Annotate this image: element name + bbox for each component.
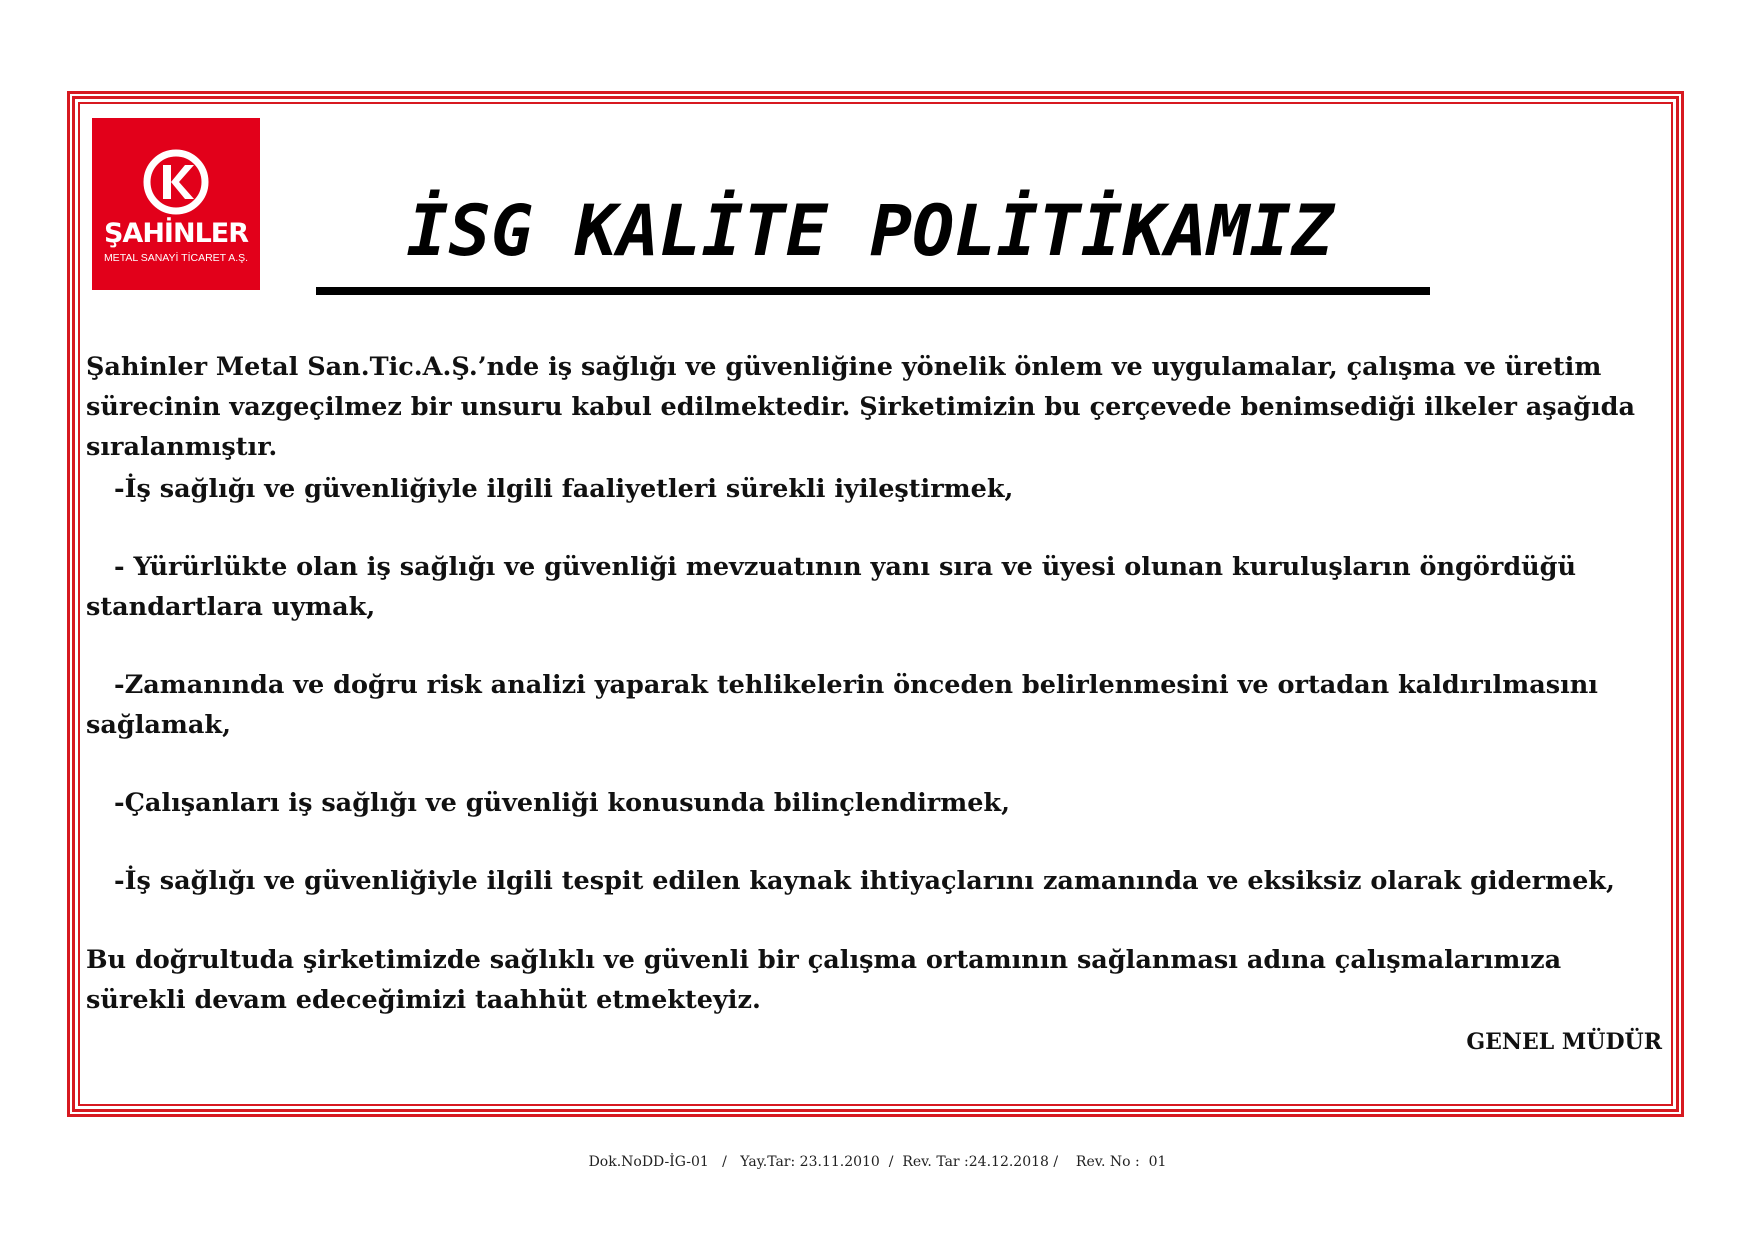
principle-item: -Zamanında ve doğru risk analizi yaparak tehlikelerin önceden belirlenmesini ve ortadan kaldırılmasını sağlamak, bbox=[86, 670, 1598, 740]
k-circle-logo-icon bbox=[142, 148, 210, 216]
signature-title: GENEL MÜDÜR bbox=[1466, 1029, 1662, 1055]
logo-company-name: ŞAHİNLER bbox=[103, 218, 249, 249]
title-underline bbox=[316, 287, 1430, 295]
principle-item: - Yürürlükte olan iş sağlığı ve güvenliği mevzuatının yanı sıra ve üyesi olunan kuruluşların öngördüğü standartlara uymak, bbox=[86, 552, 1577, 622]
principle-item: -İş sağlığı ve güvenliğiyle ilgili faaliyetleri sürekli iyileştirmek, bbox=[114, 474, 1014, 504]
document-footer: Dok.NoDD-İG-01 / Yay.Tar: 23.11.2010 / Rev. Tar :24.12.2018 / Rev. No : 01 bbox=[588, 1154, 1167, 1170]
principle-item: -İş sağlığı ve güvenliğiyle ilgili tespit edilen kaynak ihtiyaçlarını zamanında ve eksiksiz olarak gidermek, bbox=[114, 866, 1615, 896]
company-logo bbox=[92, 118, 260, 290]
conclusion-paragraph: Bu doğrultuda şirketimizde sağlıklı ve güvenli bir çalışma ortamının sağlanması adına çalışmalarımıza sürekli devam edeceğimizi taahhüt etmekteyiz. bbox=[86, 945, 1562, 1015]
page-title: İSG KALİTE POLİTİKAMIZ bbox=[406, 190, 1334, 272]
principle-item: -Çalışanları iş sağlığı ve güvenliği konusunda bilinçlendirmek, bbox=[114, 788, 1010, 818]
intro-paragraph: Şahinler Metal San.Tic.A.Ş.’nde iş sağlığı ve güvenliğine yönelik önlem ve uygulamalar, çalışma ve üretim sürecinin vazgeçilmez bir unsuru kabul edilmektedir. Şirketimizin bu çerçevede benimsediği ilkeler aşağıda sıralanmıştır. bbox=[86, 352, 1636, 462]
logo-company-subtitle: METAL SANAYİ TİCARET A.Ş. bbox=[103, 252, 249, 264]
